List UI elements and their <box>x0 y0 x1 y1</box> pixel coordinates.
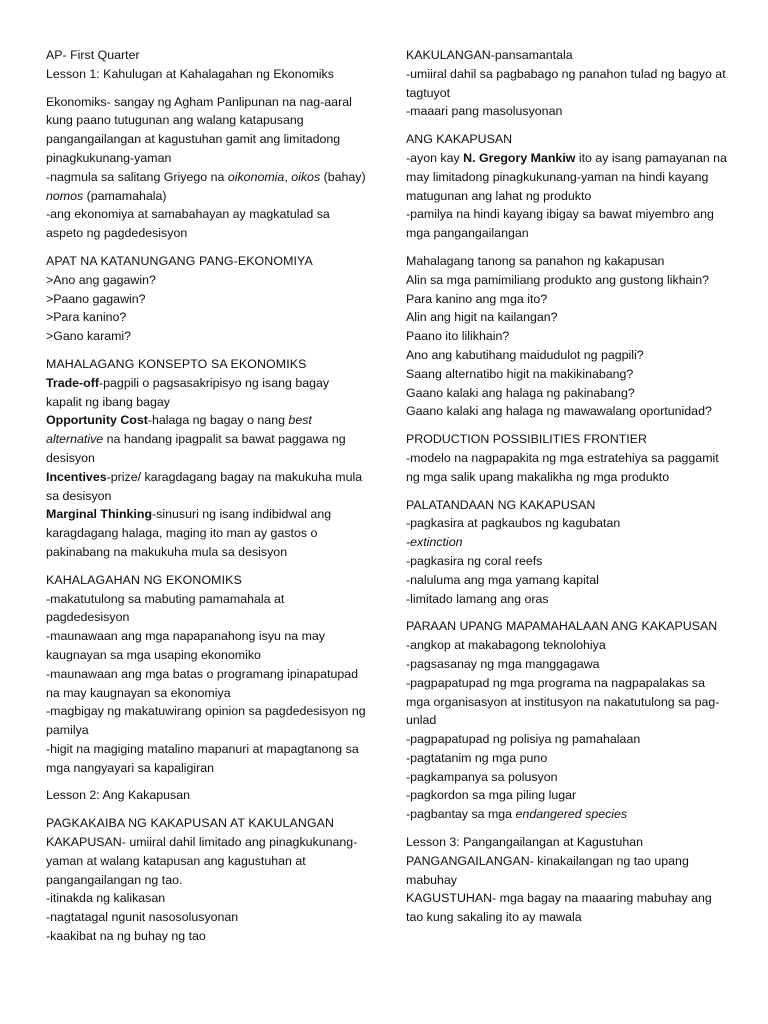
tanong-section <box>406 252 732 421</box>
list-item: -limitado lamang ang oras <box>406 591 549 606</box>
paraan-heading: PARAAN UPANG MAPAMAHALAAN ANG KAKAPUSAN <box>406 619 718 634</box>
ekonomiks-term: Ekonomiks <box>46 94 107 109</box>
list-item: >Para kanino? <box>46 310 127 325</box>
list-item: >Ano ang gagawin? <box>46 272 156 287</box>
list-item: -pagpapatupad ng polisiya ng pamahalaan <box>406 732 641 747</box>
list-item: Paano ito lilikhain? <box>406 329 510 344</box>
kakapusan-definition: KAKAPUSAN- umiiral dahil limitado ang pinagkukunang-yaman at walang katapusan ang kagustuhan at pangangailangan ng tao. <box>46 835 358 887</box>
incentives-item <box>46 468 368 506</box>
kagustuhan-definition: KAGUSTUHAN- mga bagay na maaaring mabuhay ang tao kung sakaling ito ay mawala <box>406 891 712 925</box>
lesson1-title: Lesson 1: Kahulugan at Kahalagahan ng Ekonomiks <box>46 66 334 81</box>
right-column <box>406 46 732 927</box>
ppf-section <box>406 430 732 486</box>
opportunity-cost-item <box>46 411 368 467</box>
similar-text: -ang ekonomiya at samabahayan ay magkatulad sa aspeto ng pagdedesisyon <box>46 207 330 241</box>
list-item: Saang alternatibo higit na makikinabang? <box>406 366 634 381</box>
list-item: -maaari pang masolusyonan <box>406 104 563 119</box>
ekonomiks-def-text <box>46 93 368 168</box>
list-item: -pagtatanim ng mga puno <box>406 750 548 765</box>
kahalagahan-heading: KAHALAGAHAN NG EKONOMIKS <box>46 572 242 587</box>
pagkakaiba-section <box>46 814 368 946</box>
list-item: -itinakda ng kalikasan <box>46 891 166 906</box>
pamilya-item: -pamilya na hindi kayang ibigay sa bawat miyembro ang mga pangangailangan <box>406 207 714 241</box>
list-item: -makatutulong sa mabuting pamamahala at pagdedesisyon <box>46 591 285 625</box>
endangered-species-italic: endangered species <box>515 807 628 822</box>
tanong-heading: Mahalagang tanong sa panahon ng kakapusan <box>406 253 665 268</box>
list-item: >Gano karami? <box>46 329 132 344</box>
konsepto-heading: MAHALAGANG KONSEPTO SA EKONOMIKS <box>46 356 307 371</box>
word-oikonomia: oikonomia <box>227 169 285 184</box>
palatandaan-section <box>406 496 732 609</box>
marginal-thinking-term: Marginal Thinking <box>46 507 153 522</box>
trade-off-term: Trade-off <box>46 375 100 390</box>
marginal-thinking-text: -sinusuri ng isang indibidwal ang karagdagang halaga, maging ito man ay gastos o pakinabang na makukuha mula sa desisyon <box>46 507 332 559</box>
incentives-term: Incentives <box>46 469 107 484</box>
best-alternative-italic: best alternative <box>46 413 312 447</box>
apat-section <box>46 252 368 346</box>
left-column <box>46 46 368 946</box>
lesson3-section <box>406 833 732 927</box>
lesson3-title: Lesson 3: Pangangailangan at Kagustuhan <box>406 835 643 850</box>
list-item <box>406 533 732 552</box>
list-item: -maunawaan ang mga napapanahong isyu na may kaugnayan sa mga usaping ekonomiko <box>46 629 325 662</box>
opportunity-cost-text1: -halaga ng bagay o nang <box>147 413 289 428</box>
list-item: -angkop at makabagong teknolohiya <box>406 638 606 653</box>
origin-mid1: (bahay) <box>320 169 366 184</box>
ang-kakapusan-heading: ANG KAKAPUSAN <box>406 132 513 147</box>
list-item: -naluluma ang mga yamang kapital <box>406 572 599 587</box>
list-item: -kaakibat na ng buhay ng tao <box>46 929 206 944</box>
list-item: -nagtatagal ngunit nasosolusyonan <box>46 910 239 925</box>
extinction-italic: -extinction <box>406 535 463 550</box>
origin-pre: -nagmula sa salitang Griyego na <box>46 169 228 184</box>
ekonomiks-def-body: - sangay ng Agham Panlipunan na nag-aaral kung paano tutugunan ang walang katapusang pangangailangan at kagustuhan gamit ang limitadong pinagkukunang-yaman <box>46 94 352 165</box>
word-nomos: nomos <box>46 188 84 203</box>
word-oikos: oikos <box>291 169 321 184</box>
ekonomiks-definition <box>46 93 368 243</box>
paraan-section <box>406 617 732 824</box>
list-item: -magbigay ng makatuwirang opinion sa pagdedesisyon ng pamilya <box>46 704 366 738</box>
ang-kakapusan-section <box>406 130 732 243</box>
opportunity-cost-text2: na handang ipagpalit sa bawat paggawa ng desisyon <box>46 432 346 465</box>
list-item: -pagkasira at pagkaubos ng kagubatan <box>406 516 621 531</box>
list-item: Gaano kalaki ang halaga ng pakinabang? <box>406 385 635 400</box>
lesson1-header <box>46 46 368 84</box>
incentives-text: -prize/ karagdagang bagay na makukuha mula sa desisyon <box>46 469 363 503</box>
list-item: -pagkordon sa mga piling lugar <box>406 788 577 803</box>
kahalagahan-section <box>46 571 368 778</box>
kakulangan-section <box>406 46 732 121</box>
list-item: -maunawaan ang mga batas o programang ipinapatupad na may kaugnayan sa ekonomiya <box>46 666 359 700</box>
pagbantay-pre: -pagbantay sa mga <box>406 807 516 822</box>
lesson2-title: Lesson 2: Ang Kakapusan <box>46 788 190 803</box>
palatandaan-heading: PALATANDAAN NG KAKAPUSAN <box>406 497 596 512</box>
list-item <box>406 805 732 824</box>
list-item: -pagpapatupad ng mga programa na nagpapalakas sa mga organisasyon at institusyon na nakatutulong sa pag-unlad <box>406 675 720 728</box>
list-item: Alin ang higit na kailangan? <box>406 310 558 325</box>
mankiw-item <box>406 149 732 205</box>
mankiw-post: ito ay isang pamayanan na may limitadong pinagkukunang-yaman na hindi kayang matugunan ang lahat ng produkto <box>406 150 727 203</box>
quarter-label: AP- First Quarter <box>46 48 140 62</box>
list-item: Alin sa mga pamimiliang produkto ang gustong likhain? <box>406 272 710 287</box>
apat-heading: APAT NA KATANUNGANG PANG-EKONOMIYA <box>46 253 313 268</box>
pangangailangan-definition: PANGANGAILANGAN- kinakailangan ng tao upang mabuhay <box>406 853 689 887</box>
origin-mid2: (pamamahala) <box>83 188 167 203</box>
list-item: Ano ang kabutihang maidudulot ng pagpili? <box>406 347 644 362</box>
kakulangan-heading: KAKULANGAN-pansamantala <box>406 48 573 62</box>
ppf-heading: PRODUCTION POSSIBILITIES FRONTIER <box>406 432 647 447</box>
list-item: >Paano gagawin? <box>46 291 146 306</box>
list-item: -umiiral dahil sa pagbabago ng panahon tulad ng bagyo at tagtuyot <box>406 66 726 100</box>
list-item: -pagsasanay ng mga manggagawa <box>406 656 600 671</box>
trade-off-text: -pagpili o pagsasakripisyo ng isang bagay kapalit ng ibang bagay <box>46 375 330 409</box>
pagkakaiba-heading: PAGKAKAIBA NG KAKAPUSAN AT KAKULANGAN <box>46 816 335 831</box>
list-item: -pagkampanya sa polusyon <box>406 769 558 784</box>
list-item: -pagkasira ng coral reefs <box>406 553 543 568</box>
lesson2-block <box>46 786 368 805</box>
list-item: Para kanino ang mga ito? <box>406 291 548 306</box>
origin-sep: , <box>284 169 292 184</box>
origin-text <box>46 168 368 206</box>
mankiw-name: N. Gregory Mankiw <box>463 150 576 165</box>
marginal-thinking-item <box>46 505 368 561</box>
ppf-text: -modelo na nagpapakita ng mga estratehiya sa paggamit ng mga salik upang makalikha ng mga produkto <box>406 450 719 484</box>
konsepto-section <box>46 355 368 562</box>
mankiw-pre: -ayon kay <box>406 150 464 165</box>
trade-off-item <box>46 374 368 412</box>
opportunity-cost-term: Opportunity Cost <box>46 413 148 428</box>
list-item: Gaano kalaki ang halaga ng mawawalang oportunidad? <box>406 404 712 419</box>
list-item: -higit na magiging matalino mapanuri at mapagtanong sa mga nangyayari sa kapaligiran <box>46 741 359 775</box>
